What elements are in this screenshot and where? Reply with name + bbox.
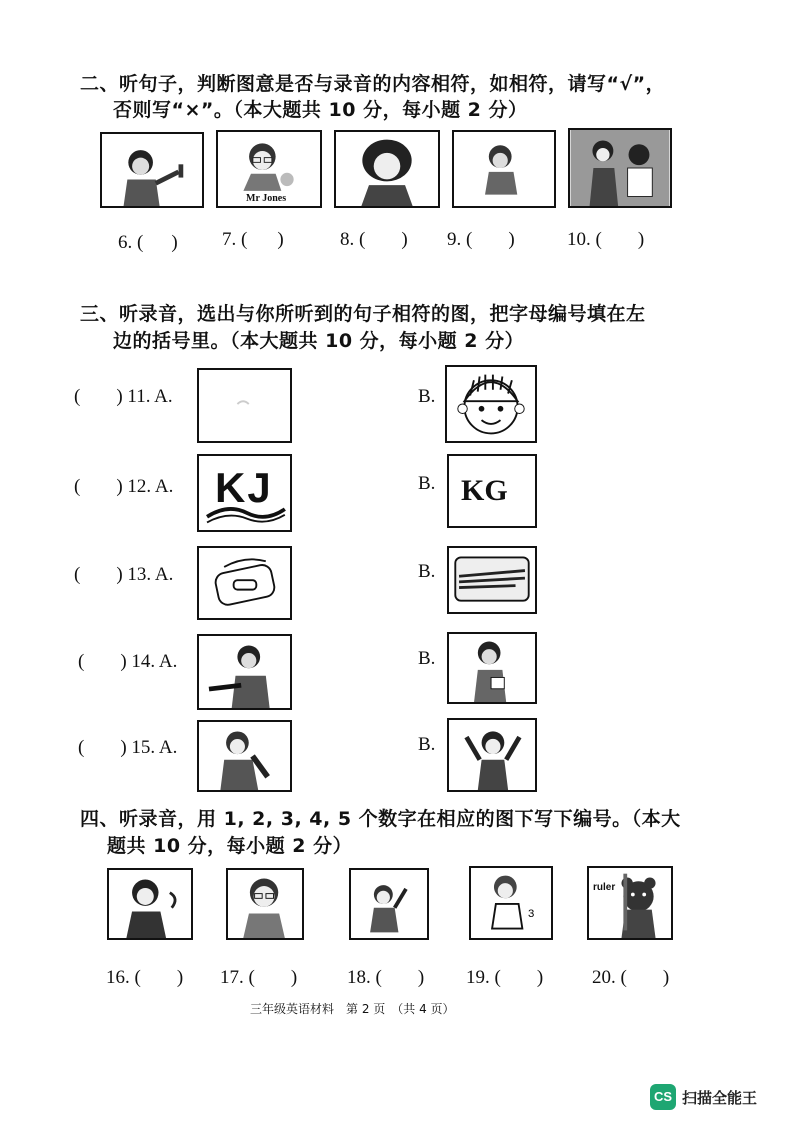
- s2-q7-close: ): [277, 229, 284, 250]
- s3-q15-b-label: B.: [418, 734, 436, 755]
- s2-q8-close: ): [401, 229, 408, 250]
- s3-q13: [74, 564, 173, 586]
- svg-text:3: 3: [528, 908, 535, 921]
- s3-q11-label: ) 11. A.: [116, 386, 173, 407]
- s2-q6-close: ): [171, 232, 178, 253]
- s2-q8-label: 8. (: [340, 229, 366, 250]
- s3-q12-picture-b: [447, 454, 537, 528]
- section4-heading-line2: 题共 10 分，每小题 2 分）: [107, 835, 353, 857]
- s2-q10: [567, 229, 644, 251]
- s2-q7: [222, 229, 284, 251]
- section2-heading-line1: 二、听句子，判断图意是否与录音的内容相符，如相符，请写“√”，: [80, 73, 666, 95]
- s4-q20: [592, 967, 669, 989]
- camscanner-logo-icon: CS: [650, 1084, 676, 1110]
- s4-q17-close: ): [290, 967, 298, 988]
- s3-q14-picture-b: [447, 632, 537, 704]
- s3-q11-b-label: B.: [418, 386, 436, 407]
- s3-q13-picture-a: [197, 546, 292, 620]
- s3-q13-b-label: B.: [418, 561, 436, 582]
- s4-q20-close: ): [662, 967, 670, 988]
- s3-q11: [74, 386, 173, 408]
- s3-q14-open: (: [78, 651, 85, 672]
- s2-q6-label: 6. (: [118, 232, 144, 253]
- ruler-caption: ruler: [593, 882, 616, 893]
- s3-q12-b-label: B.: [418, 473, 436, 494]
- s3-q15-picture-b: [447, 718, 537, 792]
- s2-q9-label: 9. (: [447, 229, 473, 250]
- s4-q18: [347, 967, 424, 989]
- s2-q7-label: 7. (: [222, 229, 248, 250]
- s2-picture-two-children: [568, 128, 672, 208]
- s2-picture-mr-jones: [216, 130, 322, 208]
- s4-picture-bear-ruler: [587, 866, 673, 940]
- s4-picture-child-numbers: [469, 866, 553, 940]
- s4-q16: [106, 967, 183, 989]
- s2-q10-close: ): [637, 229, 645, 250]
- s3-q14: [78, 651, 177, 673]
- s3-q12: [74, 476, 173, 498]
- scanner-watermark: [650, 1084, 757, 1110]
- section3-heading-line1: 三、听录音，选出与你所听到的句子相符的图，把字母编号填在左: [80, 303, 646, 325]
- camscanner-brand-text: 扫描全能王: [682, 1088, 758, 1107]
- s4-q19-close: ): [536, 967, 544, 988]
- s4-q16-close: ): [176, 967, 184, 988]
- kg-logo-text: KG: [461, 474, 508, 507]
- s3-q14-b-label: B.: [418, 648, 436, 669]
- s4-q19: [466, 967, 543, 989]
- s3-q13-open: (: [74, 564, 81, 585]
- s4-q17: [220, 967, 297, 989]
- s4-q19-label: 19. (: [466, 967, 501, 988]
- section4-heading-line1: 四、听录音，用 1, 2, 3, 4, 5 个数字在相应的图下写下编号。（本大: [80, 808, 681, 830]
- s2-picture-girl: [334, 130, 440, 208]
- page-footer: 三年级英语材料 第 2 页 （共 4 页）: [250, 1002, 455, 1016]
- s2-q8: [340, 229, 408, 251]
- s3-q13-label: ) 13. A.: [116, 564, 174, 585]
- s3-q13-picture-b: [447, 546, 537, 614]
- s2-q6: [118, 232, 178, 254]
- s2-q10-label: 10. (: [567, 229, 602, 250]
- s4-q18-close: ): [417, 967, 425, 988]
- s2-picture-boy: [452, 130, 556, 208]
- s4-q20-label: 20. (: [592, 967, 627, 988]
- s3-q15-picture-a: [197, 720, 292, 792]
- mr-jones-caption: Mr Jones: [246, 193, 287, 204]
- s2-q9-close: ): [508, 229, 515, 250]
- section2-heading-line2: 否则写“×”。（本大题共 10 分，每小题 2 分）: [113, 99, 528, 121]
- s3-q14-picture-a: [197, 634, 292, 710]
- s3-q12-label: ) 12. A.: [116, 476, 174, 497]
- s3-q15-open: (: [78, 737, 85, 758]
- s2-picture-boy-pointing: [100, 132, 204, 208]
- s4-q16-label: 16. (: [106, 967, 141, 988]
- s3-q14-label: ) 14. A.: [120, 651, 178, 672]
- s3-q11-picture-a: [197, 368, 292, 443]
- s4-picture-man-glasses: [226, 868, 304, 940]
- kj-logo-text: KJ: [215, 464, 273, 511]
- s2-q9: [447, 229, 515, 251]
- s4-picture-boy-turning: [107, 868, 193, 940]
- s3-q11-picture-b: [445, 365, 537, 443]
- s3-q12-picture-a: [197, 454, 292, 532]
- s3-q15-label: ) 15. A.: [120, 737, 178, 758]
- s3-q11-open: (: [74, 386, 81, 407]
- s4-q18-label: 18. (: [347, 967, 382, 988]
- s3-q12-open: (: [74, 476, 81, 497]
- s3-q15: [78, 737, 177, 759]
- s4-picture-girl-waving: [349, 868, 429, 940]
- section3-heading-line2: 边的括号里。（本大题共 10 分，每小题 2 分）: [113, 330, 525, 352]
- s4-q17-label: 17. (: [220, 967, 255, 988]
